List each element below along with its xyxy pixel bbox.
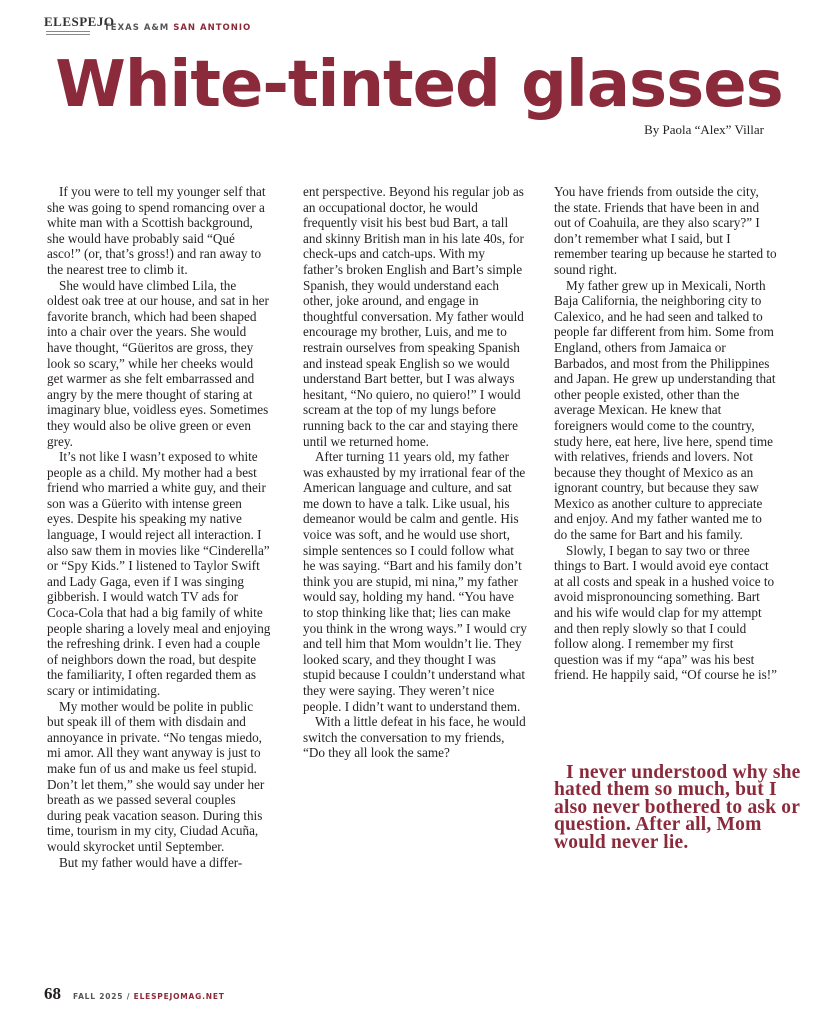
section-label [104, 23, 251, 33]
paragraph: If you were to tell my younger self that she was going to spend romancing over a white man with a Scottish background, she would have probably said “Qué asco!” (or, that’s gross!) and ran away to the nearest tree to climb it. [47, 184, 266, 277]
pull-quote: I never understood why she hated them so much, but I also never bothered to ask or question. After all, Mom would never lie. [554, 762, 801, 853]
page-footer [44, 984, 225, 1004]
magazine-logo [44, 14, 115, 41]
logo-text: ELESPEJO [44, 14, 115, 29]
paragraph: My mother would be polite in public but speak ill of them with disdain and annoyance in private. “No tengas miedo, mi amor. All they want anyway is just to make fun of us and make us feel stupid. Don’t let them,” she would say under her breath as we passed several couples during peak vacation season. During this time, tourism in my city, Ciudad Acuña, would skyrocket until September. [47, 698, 265, 854]
section-label-plain: TEXAS A&M [104, 23, 174, 33]
article-column-3 [554, 184, 778, 683]
footer-issue: FALL 2025 / [73, 992, 134, 1001]
paragraph: It’s not like I wasn’t exposed to white people as a child. My mother had a best friend who married a white guy, and their son was a Güerito with intense green eyes. Despite his speaking my native language, I would reject all interaction. I also saw them in movies like “Cinderella” or “Spy Kids.” I listened to Taylor Swift and Lady Gaga, even if I was singing gibberish. I would watch TV ads for Coca-Cola that had a big family of white people sharing a lovely meal and enjoying the refreshing drink. I even had a couple of neighbors down the road, but despite the familiarity, I often regarded them as scary or intimidating. [47, 449, 271, 698]
paragraph: My father grew up in Mexicali, North Baja California, the neighboring city to Calexico, and he had seen and talked to people far different from him. Some from England, others from Jamaica or Barbados, and most from the Philippines and Japan. He grew up understanding that other people existed, other than the average Mexican. He knew that foreigners would come to the country, study here, eat here, live here, spend time with relatives, friends and lovers. Not because they thought of Mexico as an ignorant country, but because they saw Mexico as another culture to appreciate and enjoy. And my father wanted me to do the same for Bart and his family. [554, 277, 776, 543]
byline: By Paola “Alex” Villar [644, 122, 764, 137]
footer-issue-text [73, 992, 225, 1001]
section-label-accent: SAN ANTONIO [173, 23, 252, 33]
paragraph: But my father would have a differ- [59, 854, 243, 870]
article-column-2 [303, 184, 527, 761]
article-title: White-tinted glasses [55, 48, 783, 122]
footer-site-link[interactable]: ELESPEJOMAG.NET [133, 992, 225, 1001]
paragraph: After turning 11 years old, my father was exhausted by my irrational fear of the American language and culture, and sat me down to have a talk. Like usual, his demeanor would be calm and gentle. His voice was soft, and he would use short, simple sentences so I could follow what he was saying. “Bart and his family don’t think you are stupid, mi nina,” my father would say, holding my hand. “You have to stop thinking like that; lies can make you think in the wrong ways.” I would cry and tell him that Mom wouldn’t lie. They looked scary, and they thought I was stupid because I couldn’t understand what they were saying. They weren’t nice people. I didn’t want to understand them. [303, 449, 527, 714]
paragraph: ent perspective. Beyond his regular job as an occupational doctor, he would frequently visit his best bud Bart, a tall and skinny British man in his late 40s, for check-ups and catch-ups. With my father’s broken English and Bart’s simple Spanish, they would understand each other, joke around, and engage in thoughtful conversation. My father would encourage my brother, Luis, and me to restrain ourselves from speaking Spanish and instead speak English so we would understand Bart better, but I was always hesitant, “No quiero, no quiero!” I would scream at the top of my lungs before running back to the car and staying there until we returned home. [303, 184, 524, 449]
paragraph: She would have climbed Lila, the oldest oak tree at our house, and sat in her favorite branch, which had been shaped into a chair over the years. She would have thought, “Güeritos are gross, they look so scary,” while her cheeks would get warmer as she felt embarrassed and angry by the mere thought of staring at imaginary blue, voidless eyes. Sometimes they would also be olive green or even grey. [47, 277, 269, 449]
paragraph: You have friends from outside the city, the state. Friends that have been in and out of Coahuila, are they also scary?” I don’t remember what I said, but I remember tearing up because he started to sound right. [554, 184, 777, 277]
page-number: 68 [44, 984, 61, 1003]
paragraph: Slowly, I began to say two or three things to Bart. I would avoid eye contact at all costs and speak in a hushed voice to avoid mispronouncing something. Bart and his wife would clap for my attempt and then reply slowly so that I could follow along. I remember my first question was if my “apa” was his best friend. He happily said, “Of course he is!” [554, 542, 778, 683]
article-column-1 [47, 184, 271, 870]
paragraph: With a little defeat in his face, he would switch the conversation to my friends, “Do they all look the same? [303, 714, 526, 761]
logo-rule [46, 31, 90, 35]
masthead [44, 14, 251, 42]
